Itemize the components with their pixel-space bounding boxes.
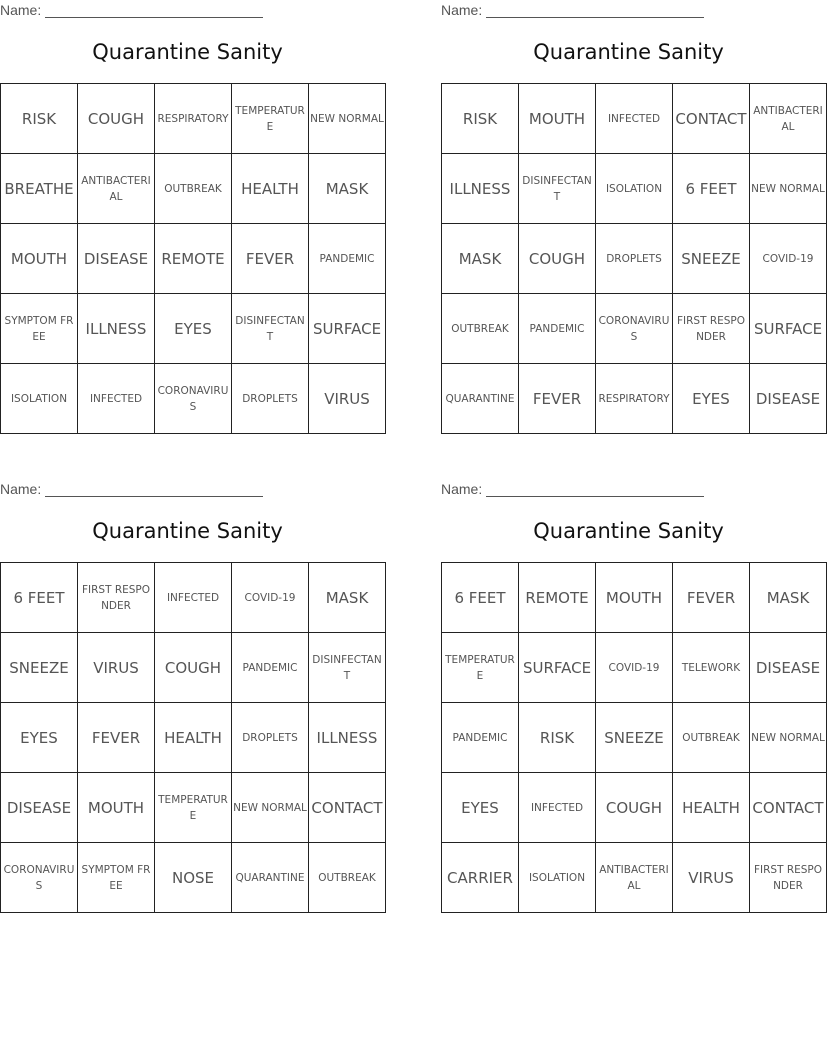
bingo-cell: COUGH <box>78 84 155 154</box>
bingo-cell: VIRUS <box>78 633 155 703</box>
name-label: Name: <box>441 2 483 18</box>
bingo-cell: 6 FEET <box>1 563 78 633</box>
bingo-cell: COUGH <box>596 773 673 843</box>
bingo-card-3 <box>0 479 383 919</box>
bingo-cell: NOSE <box>155 843 232 913</box>
grid-row <box>442 224 827 294</box>
bingo-cell: FEVER <box>232 224 309 294</box>
bingo-card-2 <box>441 0 825 440</box>
bingo-cell: BREATHE <box>1 154 78 224</box>
name-label: Name: <box>0 2 42 18</box>
bingo-cell: SURFACE <box>519 633 596 703</box>
card-title: Quarantine Sanity <box>92 519 283 543</box>
bingo-cell: PANDEMIC <box>519 294 596 364</box>
bingo-cell: MOUTH <box>78 773 155 843</box>
bingo-grid <box>441 562 827 913</box>
bingo-cell: INFECTED <box>78 364 155 434</box>
bingo-card-1 <box>0 0 384 440</box>
bingo-cell: EYES <box>155 294 232 364</box>
bingo-cell: DROPLETS <box>596 224 673 294</box>
bingo-cell: PANDEMIC <box>442 703 519 773</box>
bingo-cell: QUARANTINE <box>442 364 519 434</box>
grid-row <box>442 773 827 843</box>
bingo-cell: TEMPERATURE <box>442 633 519 703</box>
bingo-cell: CONTACT <box>750 773 827 843</box>
name-blank-line <box>45 484 263 497</box>
bingo-cell: CONTACT <box>673 84 750 154</box>
grid-row <box>442 563 827 633</box>
bingo-cell: DISINFECTANT <box>309 633 386 703</box>
grid-row <box>1 703 386 773</box>
bingo-cell: DISINFECTANT <box>519 154 596 224</box>
bingo-cell: MOUTH <box>596 563 673 633</box>
bingo-cell: TELEWORK <box>673 633 750 703</box>
bingo-cell: 6 FEET <box>673 154 750 224</box>
bingo-cell: ANTIBACTERIAL <box>750 84 827 154</box>
name-field-line <box>441 481 704 497</box>
bingo-cell: HEALTH <box>232 154 309 224</box>
bingo-cell: CONTACT <box>309 773 386 843</box>
grid-row <box>442 633 827 703</box>
bingo-cell: PANDEMIC <box>309 224 386 294</box>
bingo-cell: REMOTE <box>519 563 596 633</box>
bingo-cell: EYES <box>673 364 750 434</box>
bingo-cell: NEW NORMAL <box>750 154 827 224</box>
card-title: Quarantine Sanity <box>533 519 724 543</box>
bingo-cell: FEVER <box>78 703 155 773</box>
bingo-cell: 6 FEET <box>442 563 519 633</box>
grid-row <box>1 84 386 154</box>
bingo-grid <box>441 83 827 434</box>
bingo-cell: DISEASE <box>78 224 155 294</box>
bingo-cell: OUTBREAK <box>309 843 386 913</box>
bingo-cell: DROPLETS <box>232 364 309 434</box>
bingo-cell: DISINFECTANT <box>232 294 309 364</box>
bingo-cell: ILLNESS <box>442 154 519 224</box>
bingo-cell: TEMPERATURE <box>232 84 309 154</box>
bingo-cell: SURFACE <box>750 294 827 364</box>
bingo-cell: ANTIBACTERIAL <box>78 154 155 224</box>
bingo-cell: SNEEZE <box>596 703 673 773</box>
bingo-cell: OUTBREAK <box>673 703 750 773</box>
name-blank-line <box>45 5 263 18</box>
bingo-cell: FIRST RESPONDER <box>673 294 750 364</box>
grid-row <box>442 154 827 224</box>
bingo-cell: COUGH <box>155 633 232 703</box>
grid-row <box>442 84 827 154</box>
grid-row <box>1 154 386 224</box>
bingo-cell: INFECTED <box>596 84 673 154</box>
bingo-cell: ISOLATION <box>596 154 673 224</box>
grid-row <box>1 563 386 633</box>
bingo-cell: FEVER <box>673 563 750 633</box>
bingo-cell: NEW NORMAL <box>232 773 309 843</box>
bingo-cell: ISOLATION <box>519 843 596 913</box>
bingo-cell: ILLNESS <box>78 294 155 364</box>
grid-row <box>1 773 386 843</box>
bingo-cell: ILLNESS <box>309 703 386 773</box>
name-label: Name: <box>441 481 483 497</box>
bingo-cell: MOUTH <box>519 84 596 154</box>
bingo-cell: HEALTH <box>673 773 750 843</box>
bingo-cell: EYES <box>1 703 78 773</box>
bingo-cell: NEW NORMAL <box>309 84 386 154</box>
bingo-cell: SYMPTOM FREE <box>78 843 155 913</box>
bingo-cell: ANTIBACTERIAL <box>596 843 673 913</box>
grid-row <box>442 703 827 773</box>
grid-row <box>1 364 386 434</box>
bingo-cell: COVID-19 <box>750 224 827 294</box>
bingo-cell: VIRUS <box>673 843 750 913</box>
bingo-cell: DISEASE <box>1 773 78 843</box>
bingo-cell: MASK <box>309 563 386 633</box>
bingo-grid <box>0 562 386 913</box>
bingo-cell: RISK <box>442 84 519 154</box>
card-title: Quarantine Sanity <box>92 40 283 64</box>
bingo-cell: COVID-19 <box>232 563 309 633</box>
bingo-cell: CARRIER <box>442 843 519 913</box>
grid-row <box>442 364 827 434</box>
bingo-cell: CORONAVIRUS <box>155 364 232 434</box>
bingo-grid <box>0 83 386 434</box>
bingo-cell: SNEEZE <box>673 224 750 294</box>
bingo-cell: MASK <box>442 224 519 294</box>
bingo-cell: DROPLETS <box>232 703 309 773</box>
bingo-cell: FIRST RESPONDER <box>78 563 155 633</box>
bingo-cell: COVID-19 <box>596 633 673 703</box>
card-title: Quarantine Sanity <box>533 40 724 64</box>
bingo-cell: VIRUS <box>309 364 386 434</box>
name-field-line <box>0 481 263 497</box>
bingo-cell: OUTBREAK <box>155 154 232 224</box>
grid-row <box>1 633 386 703</box>
bingo-cell: DISEASE <box>750 633 827 703</box>
bingo-cell: CORONAVIRUS <box>596 294 673 364</box>
bingo-cell: QUARANTINE <box>232 843 309 913</box>
bingo-cell: INFECTED <box>519 773 596 843</box>
bingo-cell: ISOLATION <box>1 364 78 434</box>
bingo-cell: MASK <box>309 154 386 224</box>
bingo-cell: FEVER <box>519 364 596 434</box>
grid-row <box>1 294 386 364</box>
bingo-cell: NEW NORMAL <box>750 703 827 773</box>
bingo-cell: PANDEMIC <box>232 633 309 703</box>
bingo-cell: RISK <box>1 84 78 154</box>
bingo-cell: TEMPERATURE <box>155 773 232 843</box>
name-field-line <box>441 2 704 18</box>
bingo-cell: RISK <box>519 703 596 773</box>
bingo-cell: RESPIRATORY <box>155 84 232 154</box>
grid-row <box>442 294 827 364</box>
bingo-cell: COUGH <box>519 224 596 294</box>
name-blank-line <box>486 484 704 497</box>
name-field-line <box>0 2 263 18</box>
grid-row <box>1 224 386 294</box>
bingo-cell: MOUTH <box>1 224 78 294</box>
bingo-cell: SURFACE <box>309 294 386 364</box>
bingo-card-4 <box>441 479 825 919</box>
bingo-cell: SNEEZE <box>1 633 78 703</box>
bingo-cell: DISEASE <box>750 364 827 434</box>
name-blank-line <box>486 5 704 18</box>
bingo-cell: OUTBREAK <box>442 294 519 364</box>
grid-row <box>1 843 386 913</box>
name-label: Name: <box>0 481 42 497</box>
bingo-cell: RESPIRATORY <box>596 364 673 434</box>
bingo-cell: CORONAVIRUS <box>1 843 78 913</box>
bingo-cell: EYES <box>442 773 519 843</box>
bingo-cell: INFECTED <box>155 563 232 633</box>
bingo-cell: REMOTE <box>155 224 232 294</box>
bingo-cell: FIRST RESPONDER <box>750 843 827 913</box>
bingo-cell: HEALTH <box>155 703 232 773</box>
grid-row <box>442 843 827 913</box>
bingo-cell: SYMPTOM FREE <box>1 294 78 364</box>
bingo-cell: MASK <box>750 563 827 633</box>
